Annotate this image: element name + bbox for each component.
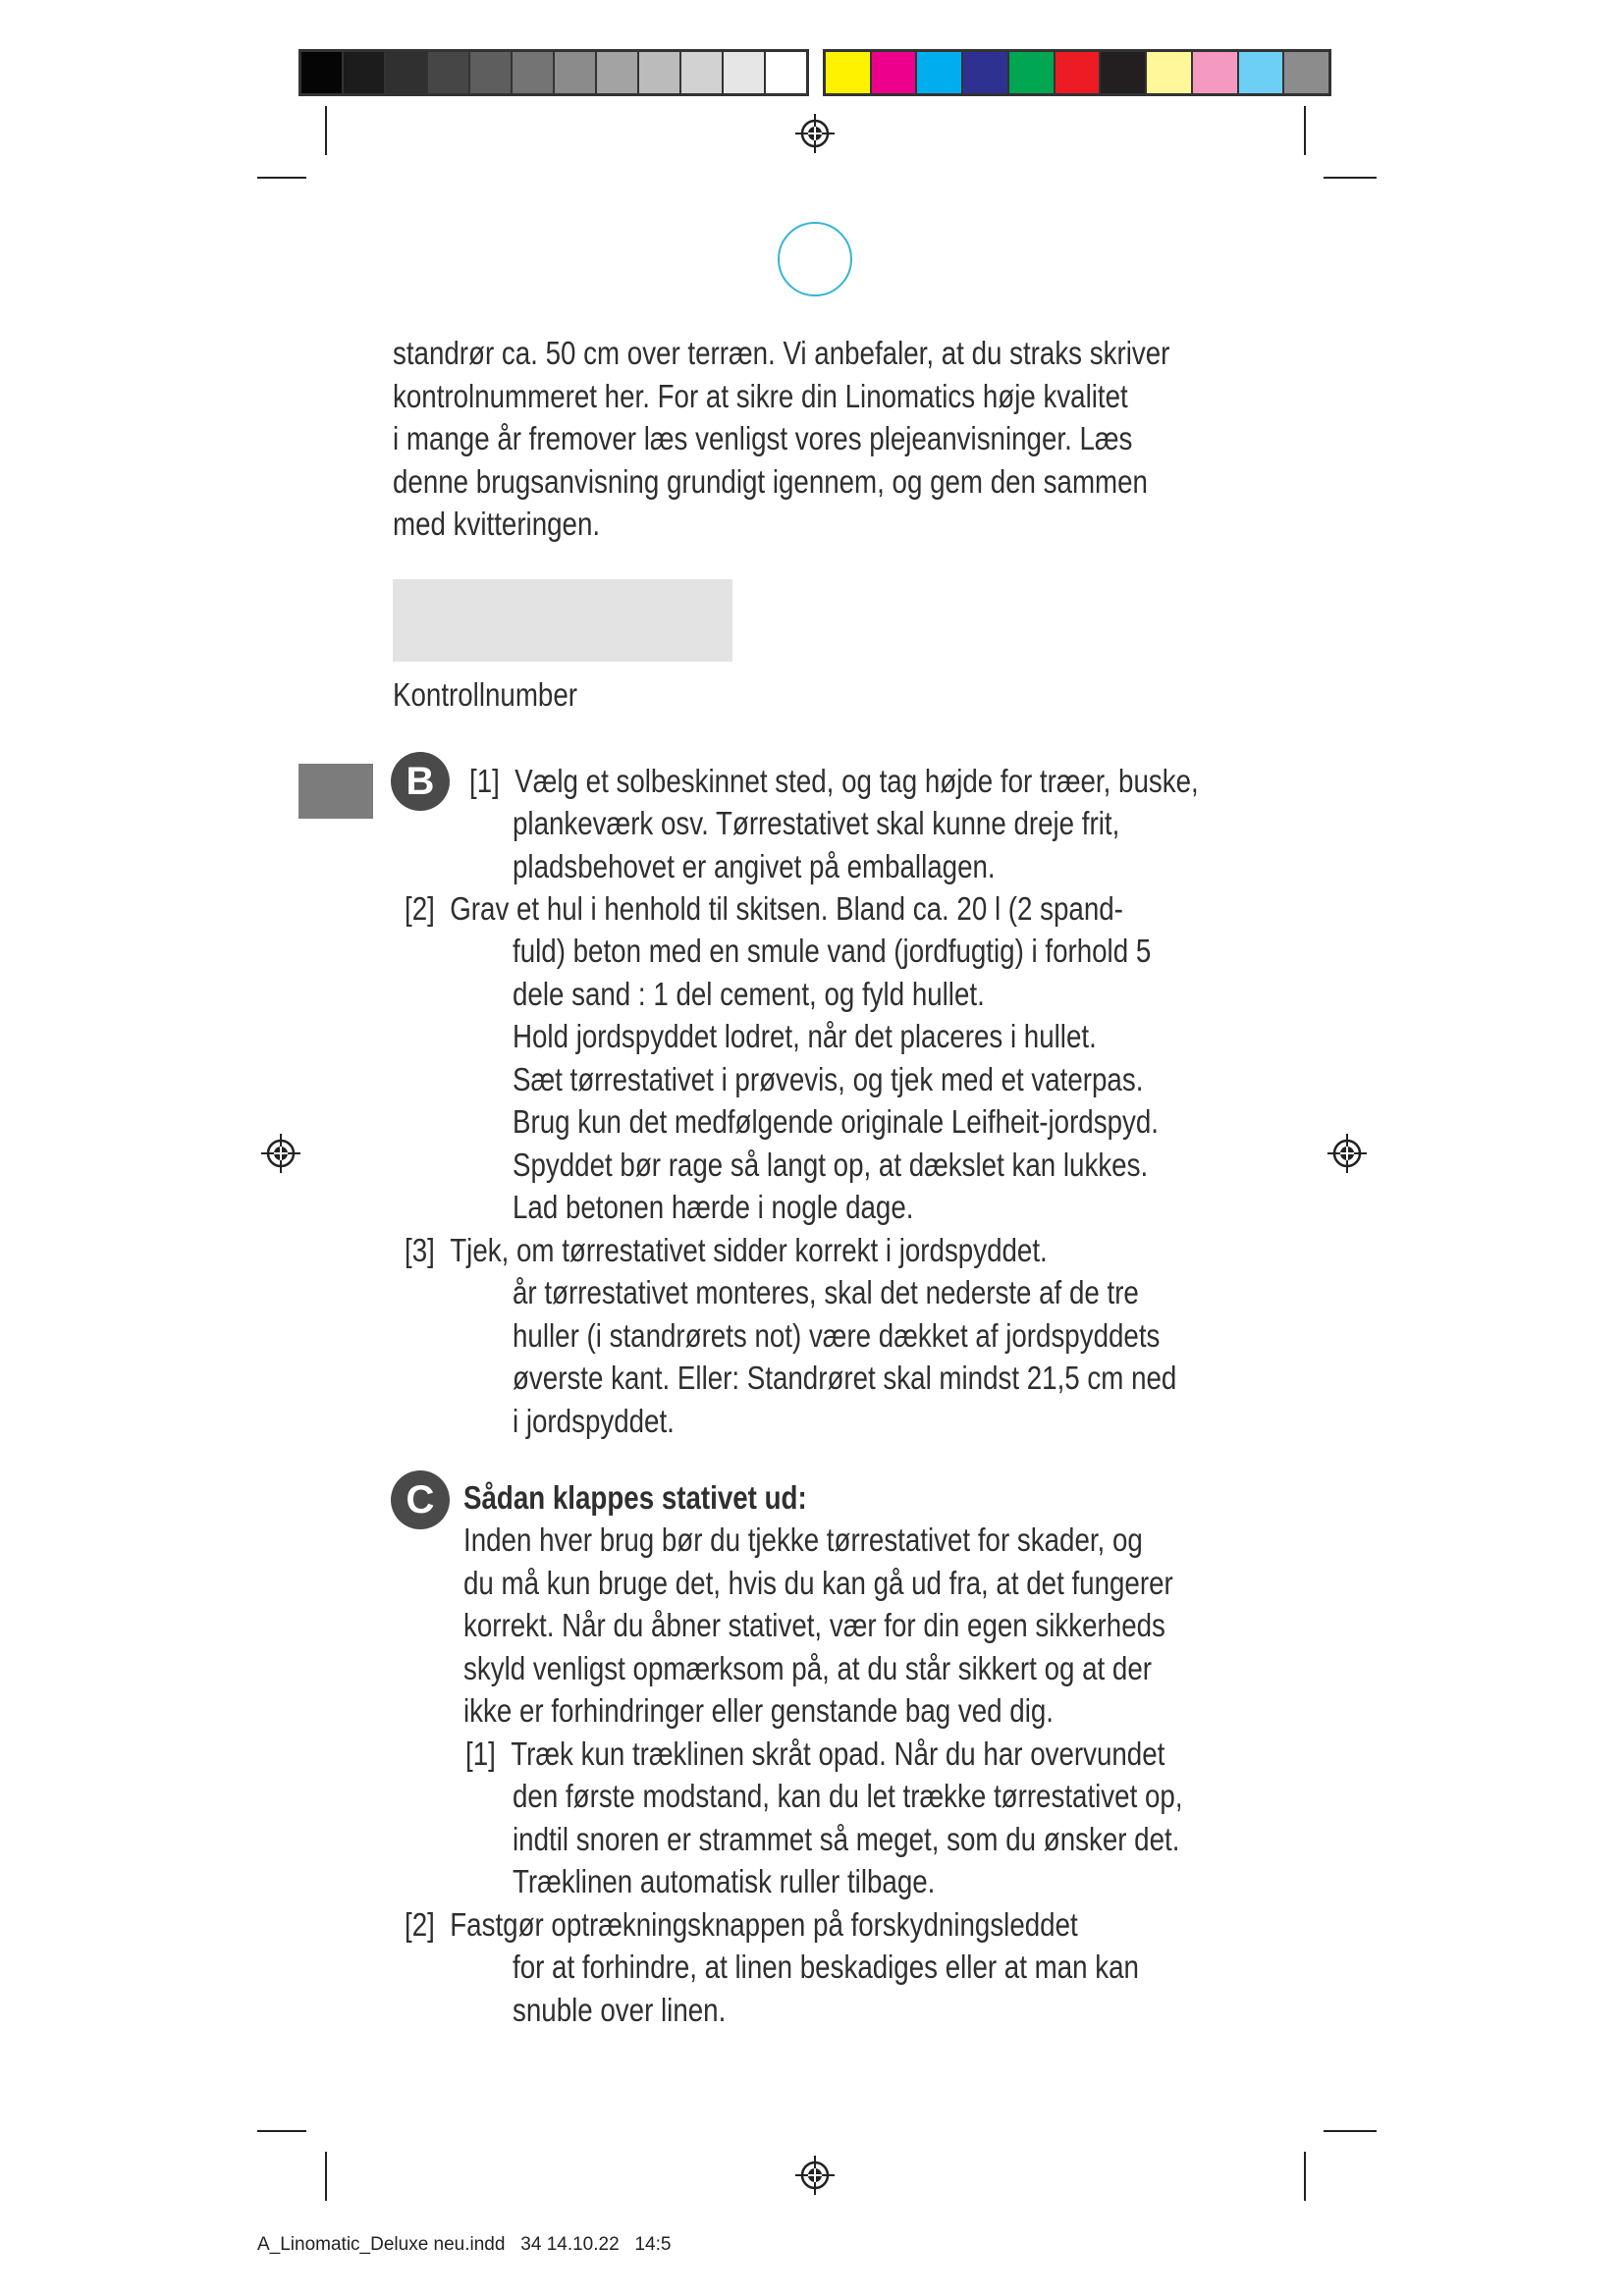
- section-b-step-3-cont: [513, 1271, 1176, 1442]
- color-swatch: [681, 52, 724, 93]
- text-line: øverste kant. Eller: Standrøret skal mindst 21,5 cm ned: [513, 1360, 1177, 1396]
- section-b-step-2-cont: [513, 930, 1159, 1229]
- step-number: [2]: [405, 1906, 435, 1943]
- text-line: år tørrestativet monteres, skal det nederste af de tre: [513, 1274, 1139, 1310]
- step-number: [1]: [469, 763, 500, 799]
- text-line: Lad betonen hærde i nogle dage.: [513, 1189, 914, 1225]
- text-line: Hold jordspyddet lodret, når det placeres i hullet.: [513, 1018, 1097, 1054]
- color-swatch: [766, 52, 806, 93]
- page-circle-mark: [778, 222, 852, 296]
- section-b-step-1: [469, 760, 1199, 803]
- text-line: fuld) beton med en smule vand (jordfugtig) i forhold 5: [513, 933, 1152, 969]
- color-swatch: [1101, 52, 1147, 93]
- text-line: den første modstand, kan du let trække tørrestativet op,: [513, 1778, 1183, 1814]
- text-line: ikke er forhindringer eller genstande bag ved dig.: [463, 1692, 1054, 1729]
- color-swatch: [1056, 52, 1102, 93]
- text-line: i mange år fremover læs venligst vores plejeanvisninger. Læs: [393, 420, 1133, 456]
- registration-mark-icon: [259, 1132, 302, 1175]
- section-c-intro: [463, 1519, 1173, 1733]
- color-swatch: [513, 52, 555, 93]
- process-color-bar: [823, 49, 1331, 96]
- control-number-field[interactable]: [393, 579, 732, 662]
- color-swatch: [963, 52, 1009, 93]
- crop-mark: [257, 2130, 306, 2132]
- section-c-step-2-cont: [513, 1946, 1139, 2031]
- text-line: skyld venligst opmærksom på, at du står sikkert og at der: [463, 1649, 1152, 1686]
- color-swatch: [470, 52, 513, 93]
- color-swatch: [639, 52, 681, 93]
- color-swatch: [428, 52, 470, 93]
- text-line: denne brugsanvisning grundigt igennem, og gem den sammen: [393, 462, 1148, 500]
- control-number-label: Kontrollnumber: [393, 676, 577, 713]
- crop-mark: [257, 177, 306, 179]
- intro-paragraph: [393, 332, 1169, 546]
- text-line: standrør ca. 50 cm over terræn. Vi anbefaler, at du straks skriver: [393, 335, 1170, 371]
- registration-mark-icon: [1326, 1132, 1369, 1175]
- text-line: [405, 887, 1123, 931]
- crop-mark: [1324, 177, 1377, 179]
- text-line: for at forhindre, at linen beskadiges eller at man kan: [513, 1949, 1139, 1985]
- text-line: [405, 1903, 1078, 1947]
- section-c-step-1: [465, 1733, 1164, 1776]
- step-text: Træk kun træklinen skråt opad. Når du har overvundet: [511, 1735, 1165, 1772]
- color-swatch: [1009, 52, 1056, 93]
- step-text: Tjek, om tørrestativet sidder korrekt i jordspyddet.: [450, 1232, 1048, 1268]
- color-swatch: [1284, 52, 1328, 93]
- section-b-step-2: [405, 887, 1123, 931]
- text-line: korrekt. Når du åbner stativet, vær for din egen sikkerheds: [463, 1607, 1165, 1643]
- color-swatch: [344, 52, 386, 93]
- section-b-badge: B: [391, 752, 450, 811]
- registration-mark-icon: [793, 2154, 837, 2197]
- section-c-heading: Sådan klappes stativet ud:: [463, 1479, 807, 1516]
- registration-mark-icon: [793, 112, 837, 155]
- color-swatch: [724, 52, 766, 93]
- section-tab-marker: [298, 764, 373, 819]
- crop-mark: [325, 2152, 327, 2201]
- text-line: Spyddet bør rage så langt op, at dækslet kan lukkes.: [513, 1146, 1149, 1183]
- section-c-badge: C: [391, 1470, 450, 1529]
- color-swatch: [1239, 52, 1285, 93]
- text-line: dele sand : 1 del cement, og fyld hullet.: [513, 975, 985, 1012]
- crop-mark: [325, 106, 327, 155]
- text-line: [469, 760, 1199, 803]
- step-number: [2]: [405, 890, 435, 927]
- print-slug-footer: A_Linomatic_Deluxe neu.indd 34 14.10.22 14:5: [257, 2234, 672, 2255]
- text-line: indtil snoren er strammet så meget, som du ønsker det.: [513, 1820, 1180, 1857]
- text-line: kontrolnummeret her. For at sikre din Linomatics høje kvalitet: [393, 377, 1128, 414]
- step-text: Fastgør optrækningsknappen på forskydningsleddet: [450, 1906, 1078, 1943]
- text-line: plankeværk osv. Tørrestativet skal kunne dreje frit,: [513, 805, 1120, 841]
- section-c-step-2: [405, 1903, 1078, 1947]
- section-b-step-1-cont: [513, 802, 1119, 887]
- crop-mark: [1304, 106, 1306, 155]
- crop-mark: [1304, 2152, 1306, 2201]
- text-line: Brug kun det medfølgende originale Leifheit-jordspyd.: [513, 1103, 1159, 1140]
- text-line: Træklinen automatisk ruller tilbage.: [513, 1863, 936, 1899]
- color-swatch: [597, 52, 639, 93]
- text-line: Inden hver brug bør du tjekke tørrestativet for skader, og: [463, 1522, 1143, 1558]
- text-line: med kvitteringen.: [393, 506, 601, 542]
- color-swatch: [386, 52, 428, 93]
- step-number: [1]: [465, 1735, 496, 1772]
- text-line: huller (i standrørets not) være dækket af jordspyddets: [513, 1316, 1161, 1354]
- text-line: i jordspyddet.: [513, 1402, 675, 1439]
- color-swatch: [1147, 52, 1193, 93]
- color-swatch: [555, 52, 597, 93]
- section-c-step-1-cont: [513, 1775, 1183, 1903]
- text-line: snuble over linen.: [513, 1991, 727, 2028]
- text-line: du må kun bruge det, hvis du kan gå ud fra, at det fungerer: [463, 1564, 1173, 1601]
- section-b-step-3: [405, 1229, 1048, 1272]
- color-swatch: [301, 52, 344, 93]
- color-swatch: [917, 52, 963, 93]
- gray-color-bar: [298, 49, 809, 96]
- step-text: Vælg et solbeskinnet sted, og tag højde for træer, buske,: [514, 763, 1199, 799]
- crop-mark: [1324, 2130, 1377, 2132]
- step-number: [3]: [405, 1232, 435, 1268]
- text-line: Sæt tørrestativet i prøvevis, og tjek med et vaterpas.: [513, 1060, 1144, 1097]
- text-line: pladsbehovet er angivet på emballagen.: [513, 847, 996, 884]
- color-swatch: [826, 52, 872, 93]
- text-line: [405, 1229, 1048, 1272]
- color-swatch: [872, 52, 918, 93]
- text-line: [465, 1733, 1164, 1776]
- step-text: Grav et hul i henhold til skitsen. Bland ca. 20 l (2 spand-: [450, 890, 1123, 927]
- color-swatch: [1193, 52, 1239, 93]
